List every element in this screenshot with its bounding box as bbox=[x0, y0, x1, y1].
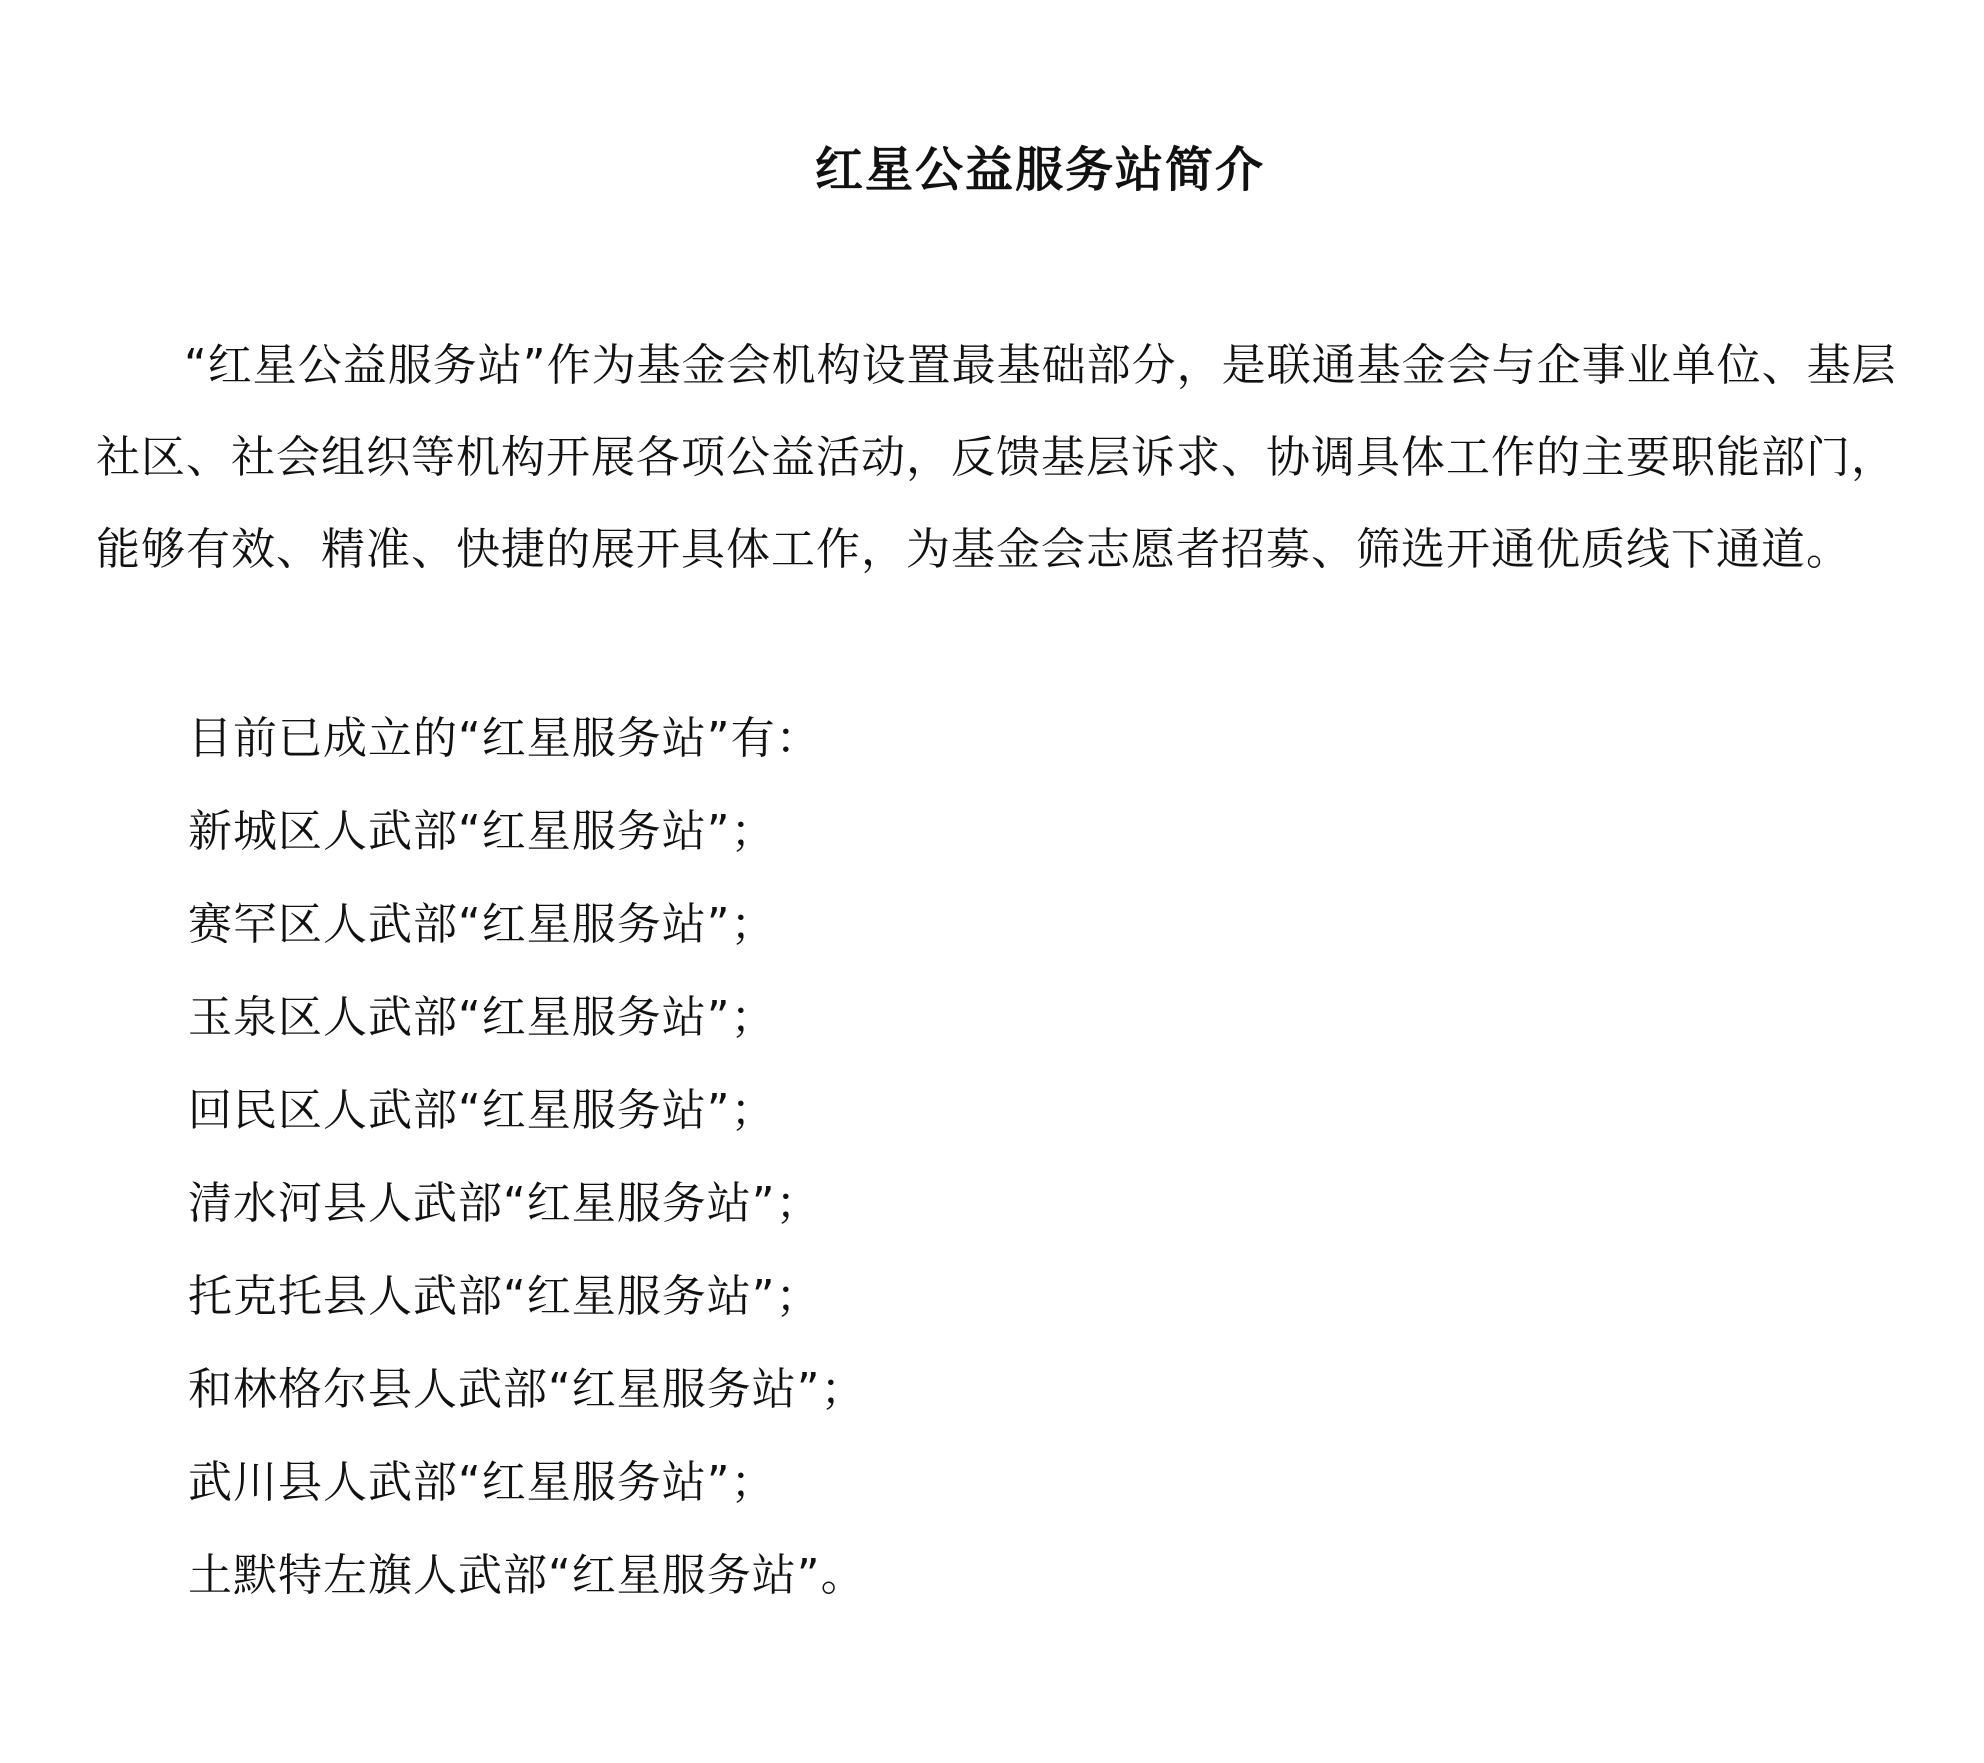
document-title: 红星公益服务站简介 bbox=[814, 142, 1265, 198]
station-item: 玉泉区人武部“红星服务站”； bbox=[188, 992, 776, 1043]
station-item: 和林格尔县人武部“红星服务站”； bbox=[188, 1364, 866, 1415]
intro-paragraph: “红星公益服务站”作为基金会机构设置最基础部分，是联通基金会与企事业单位、基层社区、社会组织等机构开展各项公益活动，反馈基层诉求、协调具体工作的主要职能部门，能够有效、精准、快捷的展开具体工作，为基金会志愿者招募、筛选开通优质线下通道。 bbox=[96, 340, 1897, 575]
station-item: 新城区人武部“红星服务站”； bbox=[188, 806, 776, 857]
station-item: 武川县人武部“红星服务站”； bbox=[188, 1457, 776, 1508]
station-item: 清水河县人武部“红星服务站”； bbox=[188, 1178, 821, 1229]
list-heading: 目前已成立的“红星服务站”有： bbox=[188, 713, 821, 764]
station-list bbox=[188, 692, 866, 1622]
station-item: 回民区人武部“红星服务站”； bbox=[188, 1085, 776, 1136]
station-item: 赛罕区人武部“红星服务站”； bbox=[188, 899, 776, 950]
station-item: 托克托县人武部“红星服务站”； bbox=[188, 1271, 821, 1322]
station-item: 土默特左旗人武部“红星服务站”。 bbox=[188, 1550, 866, 1601]
